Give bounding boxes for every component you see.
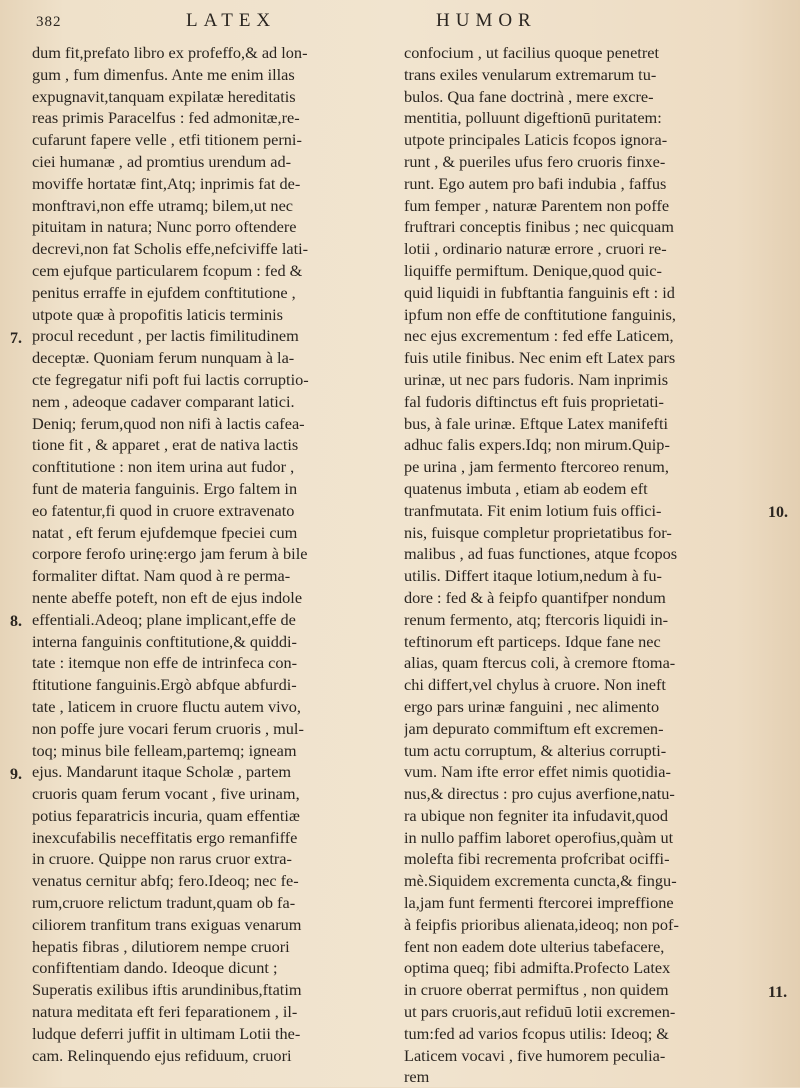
- text-line: vum. Nam ifte error effet nimis quotidia-: [404, 762, 671, 782]
- text-line: runt. Ego autem pro bafi indubia , faffus: [404, 173, 667, 193]
- text-line: deceptæ. Quoniam ferum nunquam à la-: [32, 348, 295, 368]
- left-text-column: [32, 42, 390, 1066]
- text-line: hepatis fibras , dilutiorem nempe cruori: [32, 936, 290, 956]
- text-line: à feipfis prioribus alienata,ideoq; non pof-: [404, 914, 679, 934]
- text-line: teftinorum eft particeps. Idque fane nec: [404, 631, 661, 651]
- text-line: ciliorem tranfitum trans exiguas venarum: [32, 914, 302, 934]
- text-line: molefta fibi recrementa profcribat ociffi-: [404, 849, 670, 869]
- margin-number: 10.: [768, 504, 788, 521]
- text-line: reas primis Paracelfus : fed admonitæ,re-: [32, 108, 300, 128]
- text-line: toq; minus bile felleam,partemq; igneam: [32, 740, 297, 760]
- text-line: fal fudoris diftinctus eft fuis proprietati-: [404, 391, 664, 411]
- text-line: ut pars cruoris,aut refiduū lotii excremen-: [404, 1002, 676, 1022]
- text-line: fent non eadem dote ulterius tabefacere,: [404, 936, 665, 956]
- margin-number: 11.: [768, 984, 788, 1001]
- text-line: pituitam in natura; Nunc porro oftendere: [32, 217, 297, 237]
- text-line: gum , fum dimenfus. Ante me enim illas: [32, 64, 295, 84]
- text-line: jam depurato commiftum eft excremen-: [404, 718, 664, 738]
- text-line: nus,& directus : pro cujus averfione,natu-: [404, 784, 675, 804]
- right-text-column: [404, 42, 764, 1088]
- text-line: funt de materia fanguinis. Ergo faltem in: [32, 478, 298, 498]
- text-line: cruoris quam ferum vocant , five urinam,: [32, 784, 300, 804]
- text-line: effentiali.Adeoq; plane implicant,effe de: [32, 609, 296, 629]
- text-line: cufarunt fapere velle , etfi titionem perni-: [32, 130, 302, 150]
- text-line: bus, à fale urinæ. Eftque Latex manifefti: [404, 413, 669, 433]
- text-line: non poffe jure vocari ferum cruoris , mul-: [32, 718, 304, 738]
- text-line: monftravi,non effe utramq; bilem,ut nec: [32, 195, 294, 215]
- text-line: runt , & pueriles ufus fero cruoris finxe-: [404, 151, 666, 171]
- text-line: nis, fuisque completur proprietatibus for-: [404, 522, 672, 542]
- text-line: optima queq; fibi admifta.Profecto Latex: [404, 958, 671, 978]
- text-line: venatus cernitur abfq; fero.Ideoq; nec fe-: [32, 871, 299, 891]
- text-line: Laticem vocavi , five humorem peculia-: [404, 1045, 666, 1065]
- text-line: utpote principales Laticis fcopos ignora-: [404, 130, 668, 150]
- text-line: eo fatentur,fi quod in cruore extravenato: [32, 500, 295, 520]
- text-line: fuis utile finibus. Nec enim eft Latex pars: [404, 348, 676, 368]
- text-line: Superatis exilibus iftis arundinibus,ftatim: [32, 980, 302, 1000]
- margin-number: 9.: [10, 766, 22, 783]
- text-line: penitus erraffe in ejufdem conftitutione ,: [32, 282, 296, 302]
- text-line: liquiffe permiftum. Denique,quod quic-: [404, 260, 662, 280]
- text-line: ra ubique non fegniter ita infudavit,quod: [404, 805, 669, 825]
- text-line: ejus. Mandarunt itaque Scholæ , partem: [32, 762, 292, 782]
- text-line: rem: [404, 1067, 430, 1087]
- text-line: moviffe hortatæ fint,Atq; inprimis fat de-: [32, 173, 301, 193]
- text-line: confocium , ut facilius quoque penetret: [404, 43, 659, 62]
- text-line: tate , laticem in cruore fluctu autem vivo,: [32, 696, 301, 716]
- text-line: tranfmutata. Fit enim lotium fuis offici-: [404, 500, 662, 520]
- text-line: la,jam funt fermenti ftercorei impreffione: [404, 893, 674, 913]
- text-line: chi differt,vel chylus à cruore. Non ineft: [404, 675, 666, 695]
- text-line: tione fit , & apparet , erat de nativa lactis: [32, 435, 299, 455]
- text-line: urinæ, ut nec pars fudoris. Nam inprimis: [404, 369, 669, 389]
- text-line: ipfum non effe de conftitutione fanguinis,: [404, 304, 676, 324]
- text-line: procul recedunt , per lactis fimilitudinem: [32, 326, 299, 346]
- text-line: bulos. Qua fane doctrinà , mere excre-: [404, 86, 654, 106]
- text-line: in cruore. Quippe non rarus cruor extra-: [32, 849, 292, 869]
- text-line: nente abeffe poteft, non eft de ejus indole: [32, 587, 303, 607]
- text-line: corpore ferofo urinę:ergo jam ferum à bile: [32, 544, 308, 564]
- text-line: natat , eft ferum ejufdemque fpeciei cum: [32, 522, 298, 542]
- text-line: rum,cruore relictum tradunt,quam ob fa-: [32, 893, 296, 913]
- text-line: conftitutione : non item urina aut fudor ,: [32, 457, 295, 477]
- text-line: in nullo paffim laboret operofius,quàm ut: [404, 827, 674, 847]
- text-line: lotii , ordinario naturæ errore , cruori re-: [404, 239, 667, 259]
- text-line: fum femper , naturæ Parentem non poffe: [404, 195, 670, 215]
- text-line: ftitutione fanguinis.Ergò abfque abfurdi-: [32, 675, 297, 695]
- text-line: quid liquidi in fubftantia fanguinis eft : id: [404, 282, 675, 302]
- text-line: pe urina , jam fermento ftercoreo renum,: [404, 457, 669, 477]
- margin-number: 7.: [10, 330, 22, 347]
- text-line: ciei humanæ , ad promtius urendum ad-: [32, 151, 292, 171]
- running-header: [36, 10, 772, 40]
- text-line: nem , adeoque cadaver comparant latici.: [32, 391, 295, 411]
- text-line: inexcufabilis neceffitatis ergo remanfiffe: [32, 827, 298, 847]
- text-line: interna fanguinis conftitutione,& quiddi-: [32, 631, 297, 651]
- text-line: fruftrari conceptis finibus ; nec quicquam: [404, 217, 674, 237]
- text-line: nec ejus excrementum : fed effe Laticem,: [404, 326, 674, 346]
- text-line: dore : fed & à feipfo quantifper nondum: [404, 587, 666, 607]
- text-line: cem ejufque particularem fcopum : fed &: [32, 260, 303, 280]
- page-number: 382: [36, 14, 62, 30]
- margin-number: 8.: [10, 613, 22, 630]
- text-line: trans exiles venularum extremarum tu-: [404, 64, 657, 84]
- text-line: potius feparatricis incuria, quam effentiæ: [32, 805, 300, 825]
- header-right-title: HUMOR: [436, 10, 537, 31]
- text-line: mentitia, polluunt digeftionū puritatem:: [404, 108, 662, 128]
- text-line: dum fit,prefato libro ex profeffo,& ad lon-: [32, 43, 308, 62]
- text-line: cte fegregatur nifi poft fui lactis corruptio-: [32, 369, 309, 389]
- text-line: renum fermento, atq; ftercoris liquidi in-: [404, 609, 669, 629]
- text-line: Deniq; ferum,quod non nifi à lactis cafea-: [32, 413, 305, 433]
- text-line: natura meditata eft feri feparationem , il-: [32, 1002, 298, 1022]
- text-line: tum:fed ad varios fcopus utilis: Ideoq; &: [404, 1023, 669, 1043]
- text-line: confiftentiam dando. Ideoque dicunt ;: [32, 958, 278, 978]
- text-line: tate : itemque non effe de intrinfeca con-: [32, 653, 298, 673]
- text-line: cam. Relinquendo ejus refiduum, cruori: [32, 1045, 292, 1065]
- text-line: alias, quam ftercus coli, à cremore ftoma-: [404, 653, 676, 673]
- text-line: formaliter diftat. Nam quod à re perma-: [32, 566, 291, 586]
- text-line: expugnavit,tanquam expilatæ hereditatis: [32, 86, 296, 106]
- text-line: adhuc falis expers.Idq; non mirum.Quip-: [404, 435, 670, 455]
- text-line: utilis. Differt itaque lotium,nedum à fu-: [404, 566, 662, 586]
- text-line: decrevi,non fat Scholis effe,nefciviffe lati-: [32, 239, 309, 259]
- text-line: malibus , ad fuas functiones, atque fcopos: [404, 544, 678, 564]
- text-line: mè.Siquidem excrementa cuncta,& fingu-: [404, 871, 677, 891]
- header-left-title: LATEX: [186, 10, 277, 31]
- text-line: utpote quæ à propofitis laticis terminis: [32, 304, 283, 324]
- text-line: ludque deferri juffit in ultimam Lotii the-: [32, 1023, 301, 1043]
- text-line: ergo pars urinæ fanguini , nec alimento: [404, 696, 660, 716]
- text-line: tum actu corruptum, & alterius corrupti-: [404, 740, 667, 760]
- text-line: quatenus imbuta , etiam ab eodem eft: [404, 478, 648, 498]
- text-line: in cruore oberrat permiftus , non quidem: [404, 980, 669, 1000]
